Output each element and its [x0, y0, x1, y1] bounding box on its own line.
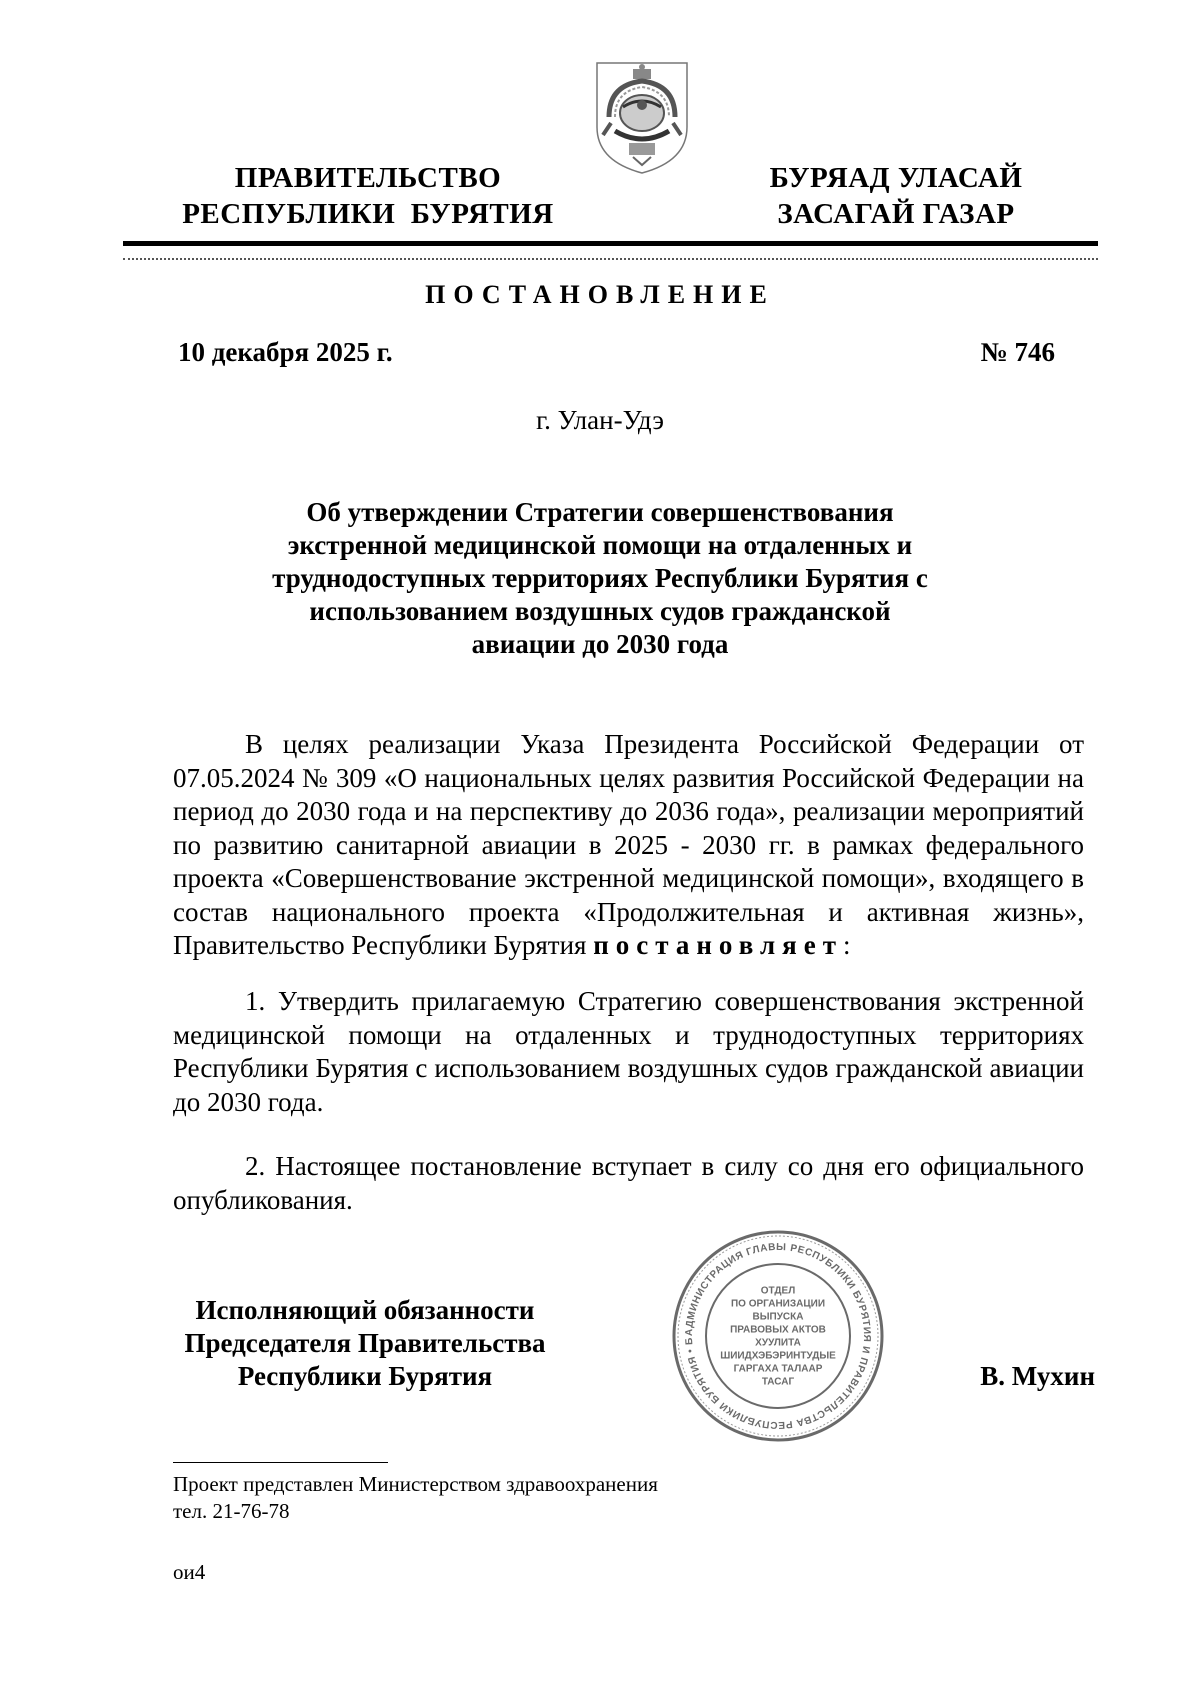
stamp-center-line: ТАСАГ — [761, 1376, 795, 1388]
item-2-paragraph: 2. Настоящее постановление вступает в силу со дня его официального опубликования. — [173, 1151, 1084, 1215]
header-right-line1: БУРЯАД УЛАСАЙ — [769, 162, 1023, 194]
header-divider-dotted — [123, 258, 1098, 260]
signer-line1: Исполняющий обязанности — [195, 1295, 535, 1325]
document-city: г. Улан-Удэ — [536, 405, 664, 435]
document-subject — [220, 496, 980, 661]
header-left-line2: РЕСПУБЛИКИ БУРЯТИЯ — [182, 198, 554, 230]
stamp-center-line: ОТДЕЛ — [760, 1285, 796, 1297]
document-number: № 746 — [980, 337, 1055, 367]
subject-line: авиации до 2030 года — [471, 629, 729, 659]
stamp-center-line: ПО ОРГАНИЗАЦИИ — [730, 1298, 826, 1310]
subject-line: использованием воздушных судов гражданской — [309, 596, 891, 626]
footnote-divider — [173, 1462, 388, 1463]
header-divider-thick — [123, 241, 1098, 246]
document-date: 10 декабря 2025 г. — [178, 337, 393, 367]
footnote-line1: Проект представлен Министерством здравоохранения — [173, 1472, 658, 1496]
header-left-line1: ПРАВИТЕЛЬСТВО — [234, 162, 502, 194]
stamp-center-line: ХУУЛИТА — [755, 1337, 801, 1349]
header-left-block — [178, 160, 558, 232]
subject-line: Об утверждении Стратегии совершенствования — [306, 497, 894, 527]
signer-line2: Председателя Правительства — [184, 1328, 546, 1358]
stamp-center-line: ГАРГАХА ТАЛААР — [733, 1363, 823, 1375]
stamp-center-line: ПРАВОВЫХ АКТОВ — [730, 1324, 826, 1336]
signer-title — [160, 1294, 570, 1393]
resolves-word: постановляет — [593, 930, 843, 960]
header-right-block — [758, 160, 1034, 232]
svg-text:АДМИНИСТРАЦИЯ ГЛАВЫ РЕСПУБЛИКИ: АДМИНИСТРАЦИЯ ГЛАВЫ РЕСПУБЛИКИ БУРЯТИЯ И ПРАВИТЕЛЬСТВА РЕСПУБЛИКИ БУРЯТИЯ • Б — [683, 1241, 873, 1431]
signer-name: В. Мухин — [980, 1361, 1095, 1391]
document-code: ои4 — [173, 1560, 206, 1584]
preamble-text: В целях реализации Указа Президента Российской Федерации от 07.05.2024 № 309 «О национальных целях развития Российской Федерации на период до 2030 года и на перспективу до 2036 года», реализации мероприятий по развитию санитарной авиации в 2025 - 2030 гг. в рамках федерального проекта «Совершенствование экстренной медицинской помощи», входящего в состав национального проекта «Продолжительная и активная жизнь», Правительство Республики Бурятия — [173, 729, 1084, 960]
signer-line3: Республики Бурятия — [237, 1361, 493, 1391]
stamp-center-line: ВЫПУСКА — [752, 1311, 804, 1323]
coat-of-arms-buryatia-icon — [593, 57, 691, 175]
header-right-line2: ЗАСАГАЙ ГАЗАР — [777, 198, 1015, 230]
subject-line: экстренной медицинской помощи на отдаленных и — [287, 530, 913, 560]
resolves-colon: : — [842, 930, 851, 960]
preamble-paragraph — [173, 728, 1084, 963]
official-round-stamp-icon — [670, 1228, 886, 1444]
item-1-paragraph: 1. Утвердить прилагаемую Стратегию совершенствования экстренной медицинской помощи на отдаленных и труднодоступных территориях Республики Бурятия с использованием воздушных судов гражданской авиации до 2030 года. — [173, 986, 1084, 1117]
stamp-center-line: ШИИДХЭБЭРИНТУДЫЕ — [720, 1350, 836, 1362]
document-type-title: ПОСТАНОВЛЕНИЕ — [425, 280, 775, 309]
subject-line: труднодоступных территориях Республики Бурятия с — [272, 563, 928, 593]
footnote-line2: тел. 21-76-78 — [173, 1499, 290, 1523]
